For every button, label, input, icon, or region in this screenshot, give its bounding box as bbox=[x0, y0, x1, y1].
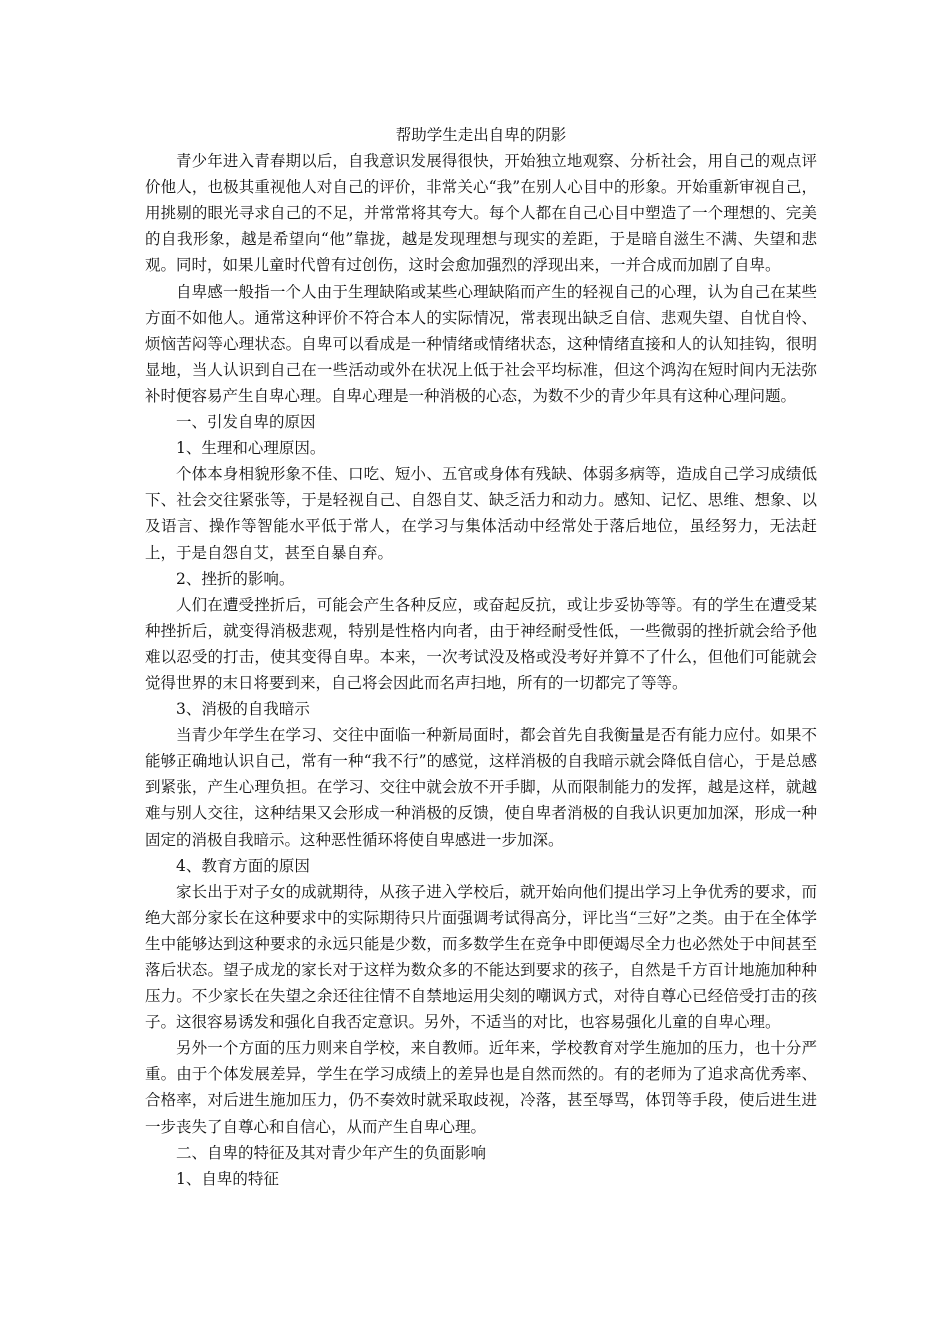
document-title: 帮助学生走出自卑的阴影 bbox=[395, 126, 567, 144]
document-body bbox=[145, 122, 817, 1192]
section-heading: 二、自卑的特征及其对青少年产生的负面影响 bbox=[176, 1143, 487, 1162]
subsection-heading: 2、挫折的影响。 bbox=[176, 569, 295, 588]
paragraph: 当青少年学生在学习、交往中面临一种新局面时，都会首先自我衡量是否有能力应付。如果不能够正确地认识自己，常有一种“我不行”的感觉，这样消极的自我暗示就会降低自信心，于是总感到紧张，产生心理负担。在学习、交往中就会放不开手脚，从而限制能力的发挥，越是这样，就越难与别人交往，这种结果又会形成一种消极的反馈，使自卑者消极的自我认识更加加深，形成一种固定的消极自我暗示。这种恶性循环将使自卑感进一步加深。 bbox=[145, 726, 817, 849]
subsection-heading: 1、自卑的特征 bbox=[176, 1169, 279, 1188]
subsection-heading: 3、消极的自我暗示 bbox=[176, 700, 310, 719]
paragraph: 自卑感一般指一个人由于生理缺陷或某些心理缺陷而产生的轻视自己的心理，认为自己在某些方面不如他人。通常这种评价不符合本人的实际情况，常表现出缺乏自信、悲观失望、自忧自怜、烦恼苦闷等心理状态。自卑可以看成是一种情绪或情绪状态，这种情绪直接和人的认知挂钩，很明显地，当人认识到自己在一些活动或外在状况上低于社会平均标准，但这个鸿沟在短时间内无法弥补时便容易产生自卑心理。自卑心理是一种消极的心态，为数不少的青少年具有这种心理问题。 bbox=[145, 282, 817, 405]
subsection-heading: 1、生理和心理原因。 bbox=[176, 439, 326, 458]
paragraph: 另外一个方面的压力则来自学校，来自教师。近年来，学校教育对学生施加的压力，也十分严重。由于个体发展差异，学生在学习成绩上的差异也是自然而然的。有的老师为了追求高优秀率、合格率，对后进生施加压力，仍不奏效时就采取歧视，冷落，甚至辱骂，体罚等手段，使后进生进一步丧失了自尊心和自信心，从而产生自卑心理。 bbox=[145, 1039, 817, 1136]
paragraph: 个体本身相貌形象不佳、口吃、短小、五官或身体有残缺、体弱多病等，造成自己学习成绩低下、社会交往紧张等，于是轻视自己、自怨自艾、缺乏活力和动力。感知、记忆、思维、想象、以及语言、操作等智能水平低于常人，在学习与集体活动中经常处于落后地位，虽经努力，无法赶上，于是自怨自艾，甚至自暴自弃。 bbox=[145, 465, 817, 562]
paragraph: 人们在遭受挫折后，可能会产生各种反应，或奋起反抗，或让步妥协等等。有的学生在遭受某种挫折后，就变得消极悲观，特别是性格内向者，由于神经耐受性低，一些微弱的挫折就会给予他难以忍受的打击，使其变得自卑。本来，一次考试没及格或没考好并算不了什么，但他们可能就会觉得世界的末日将要到来，自己将会因此而名声扫地，所有的一切都完了等等。 bbox=[145, 595, 817, 692]
subsection-heading: 4、教育方面的原因 bbox=[176, 856, 310, 875]
section-heading: 一、引发自卑的原因 bbox=[176, 413, 316, 432]
paragraph: 家长出于对子女的成就期待，从孩子进入学校后，就开始向他们提出学习上争优秀的要求，而绝大部分家长在这种要求中的实际期待只片面强调考试得高分，评比当“三好”之类。由于在全体学生中能够达到这种要求的永远只能是少数，而多数学生在竞争中即便竭尽全力也必然处于中间甚至落后状态。望子成龙的家长对于这样为数众多的不能达到要求的孩子，自然是千方百计地施加种种压力。不少家长在失望之余还往往情不自禁地运用尖刻的嘲讽方式，对待自尊心已经倍受打击的孩子。这很容易诱发和强化自我否定意识。另外，不适当的对比，也容易强化儿童的自卑心理。 bbox=[145, 882, 817, 1032]
paragraph: 青少年进入青春期以后，自我意识发展得很快，开始独立地观察、分析社会，用自己的观点评价他人，也极其重视他人对自己的评价，非常关心“我”在别人心目中的形象。开始重新审视自己，用挑剔的眼光寻求自己的不足，并常常将其夸大。每个人都在自己心目中塑造了一个理想的、完美的自我形象，越是希望向“他”靠拢，越是发现理想与现实的差距，于是暗自滋生不满、失望和悲观。同时，如果儿童时代曾有过创伤，这时会愈加强烈的浮现出来，一并合成而加剧了自卑。 bbox=[145, 152, 817, 275]
